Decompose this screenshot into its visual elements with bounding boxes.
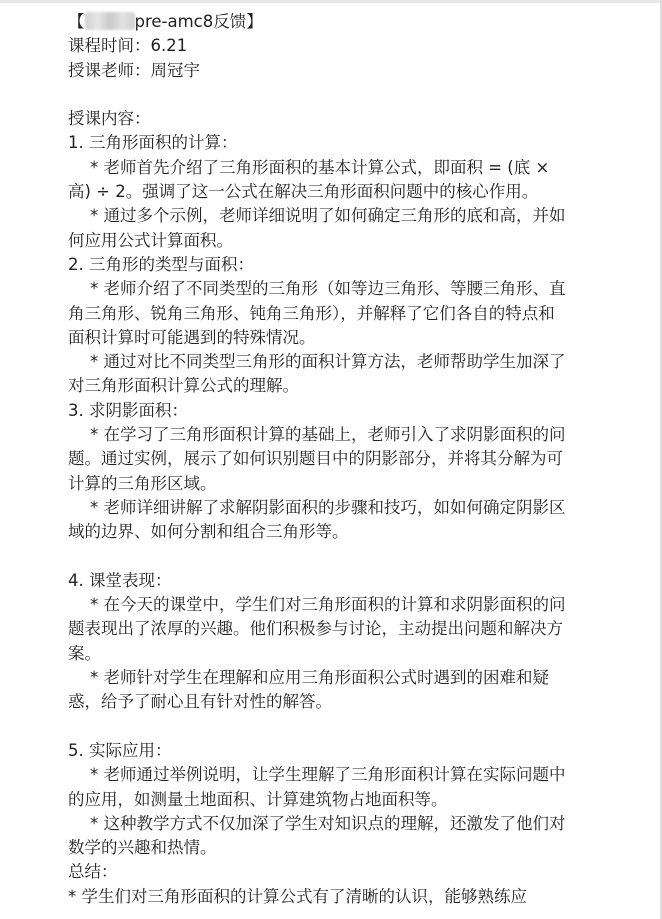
summary-title: 总结： [68, 862, 118, 882]
section-4-paragraph-2: * 老师针对学生在理解和应用三角形面积公式时遇到的困难和疑惑，给予了耐心且有针对性的解答。 [68, 668, 549, 712]
window-top-border [0, 0, 662, 3]
content-heading: 授课内容： [68, 109, 151, 129]
section-5-paragraph-2: * 这种教学方式不仅加深了学生对知识点的理解，还激发了他们对数学的兴趣和热情。 [68, 813, 566, 858]
section-1-paragraph-1: * 老师首先介绍了三角形面积的基本计算公式，即面积 = (底 × 高) ÷ 2。强调了这一公式在解决三角形面积问题中的核心作用。 [68, 157, 550, 202]
feedback-document [68, 10, 568, 909]
section-5-paragraph-1: * 老师通过举例说明，让学生理解了三角形面积计算在实际问题中的应用，如测量土地面积、计算建筑物占地面积等。 [68, 765, 566, 809]
spacer [68, 715, 568, 739]
section-3-paragraph-2: * 老师详细讲解了求解阴影面积的步骤和技巧，如如何确定阴影区域的边界、如何分割和组合三角形等。 [68, 497, 566, 542]
redacted-name [85, 12, 135, 30]
section-title-2: 2. 三角形的类型与面积： [68, 254, 254, 274]
section-1-paragraph-2: * 通过多个示例，老师详细说明了如何确定三角形的底和高，并如何应用公式计算面积。 [68, 206, 566, 250]
section-title-4: 4. 课堂表现： [68, 570, 172, 590]
section-2-paragraph-1: * 老师介绍了不同类型的三角形（如等边三角形、等腰三角形、直角三角形、锐角三角形、钝角三角形），并解释了它们各自的特点和面积计算时可能遇到的特殊情况。 [68, 279, 566, 347]
section-title-5: 5. 实际应用： [68, 740, 172, 760]
section-4-paragraph-1: * 在今天的课堂中，学生们对三角形面积的计算和求阴影面积的问题表现出了浓厚的兴趣。他们积极参与讨论，主动提出问题和解决方案。 [68, 595, 566, 663]
teacher-name: 授课老师：周冠宇 [68, 60, 200, 80]
section-title-3: 3. 求阴影面积： [68, 400, 188, 420]
document-title: 【 pre-amc8反馈】 [68, 12, 263, 31]
spacer [68, 545, 568, 569]
section-title-1: 1. 三角形面积的计算： [68, 133, 238, 153]
summary-paragraph-1: * 学生们对三角形面积的计算公式有了清晰的认识，能够熟练应 [68, 886, 527, 906]
course-time: 课程时间：6.21 [68, 36, 188, 56]
section-2-paragraph-2: * 通过对比不同类型三角形的面积计算方法，老师帮助学生加深了对三角形面积计算公式的理解。 [68, 352, 566, 396]
spacer [68, 83, 568, 107]
section-3-paragraph-1: * 在学习了三角形面积计算的基础上，老师引入了求阴影面积的问题。通过实例，展示了如何识别题目中的阴影部分，并将其分解为可计算的三角形区域。 [68, 425, 566, 493]
